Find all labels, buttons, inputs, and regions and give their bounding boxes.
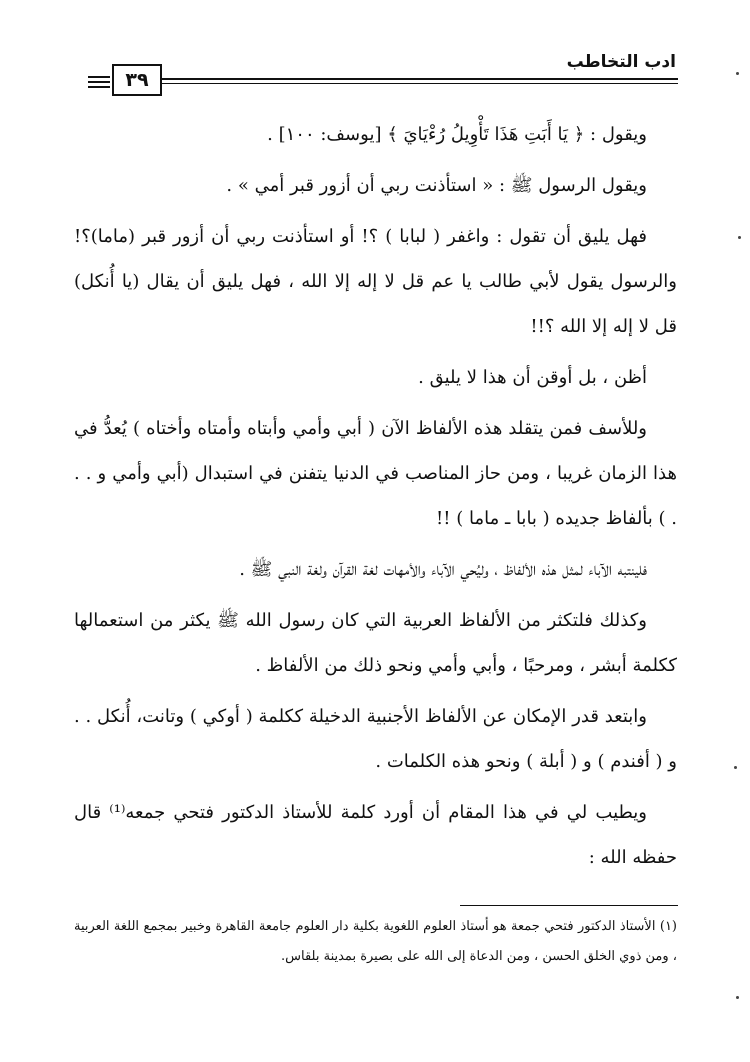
paragraph: فهل يليق أن تقول : واغفر ( لبابا ) ؟! أو استأذنت ربي أن أزور قبر (ماما)؟! والرسول يقول لأبي طالب يا عم قل لا إله إلا الله ، فهل يليق أن يقال (يا أُنكل) قل لا إله إلا الله ؟!! xyxy=(74,226,677,337)
scan-speck xyxy=(738,236,741,239)
paragraph: ويقول الرسول ﷺ : « استأذنت ربي أن أزور قبر أمي » . xyxy=(226,175,647,196)
paragraph: ويقول : ﴿ يَا أَبَتِ هَذَا تَأْوِيلُ رُءْيَايَ ﴾ [يوسف: ١٠٠] . xyxy=(267,124,647,145)
footnote-divider xyxy=(460,905,678,906)
running-header-title: ادب التخاطب xyxy=(566,52,676,72)
scan-speck xyxy=(736,996,739,999)
header-rule-thin xyxy=(160,83,678,84)
scan-speck xyxy=(734,766,737,769)
paragraph: ويطيب لي في هذا المقام أن أورد كلمة للأستاذ الدكتور فتحي جمعه⁽¹⁾ قال حفظه الله : xyxy=(74,802,677,868)
header-rule-left xyxy=(88,76,110,78)
main-text xyxy=(74,112,677,880)
paragraph: وابتعد قدر الإمكان عن الألفاظ الأجنبية الدخيلة ككلمة ( أوكي ) وتانت، أُنكل . . و ( أفندم ) و ( أبلة ) ونحو هذه الكلمات . xyxy=(74,706,677,772)
page-number: ٣٩ xyxy=(112,64,162,96)
paragraph: وكذلك فلتكثر من الألفاظ العربية التي كان رسول الله ﷺ يكثر من استعمالها ككلمة أبشر ، ومرحبًا ، وأبي وأمي ونحو ذلك من الألفاظ . xyxy=(74,610,677,676)
paragraph: فلينتبه الآباء لمثل هذه الألفاظ ، وليُحي الآباء والأمهات لغة القرآن ولغة النبي ﷺ . xyxy=(239,559,647,580)
scan-speck xyxy=(736,72,739,75)
header-rule xyxy=(160,78,678,80)
paragraph: أظن ، بل أوقن أن هذا لا يليق . xyxy=(418,367,647,388)
header-rule-left xyxy=(88,81,110,83)
footnote: (١) الأستاذ الدكتور فتحي جمعة هو أستاذ العلوم اللغوية بكلية دار العلوم جامعة القاهرة وخبير بمجمع اللغة العربية ، ومن ذوي الخلق الحسن ، ومن الدعاة إلى الله على بصيرة بمدينة بلقاس. xyxy=(74,919,677,964)
header-rule-left xyxy=(88,86,110,88)
paragraph: وللأسف فمن يتقلد هذه الألفاظ الآن ( أبي وأمي وأبتاه وأمتاه وأختاه ) يُعدُّ في هذا الزمان غريبا ، ومن حاز المناصب في الدنيا يتفنن في استبدال (أبي وأمي و . . . ) بألفاظ جديده ( بابا ـ ماما ) !! xyxy=(74,418,677,529)
